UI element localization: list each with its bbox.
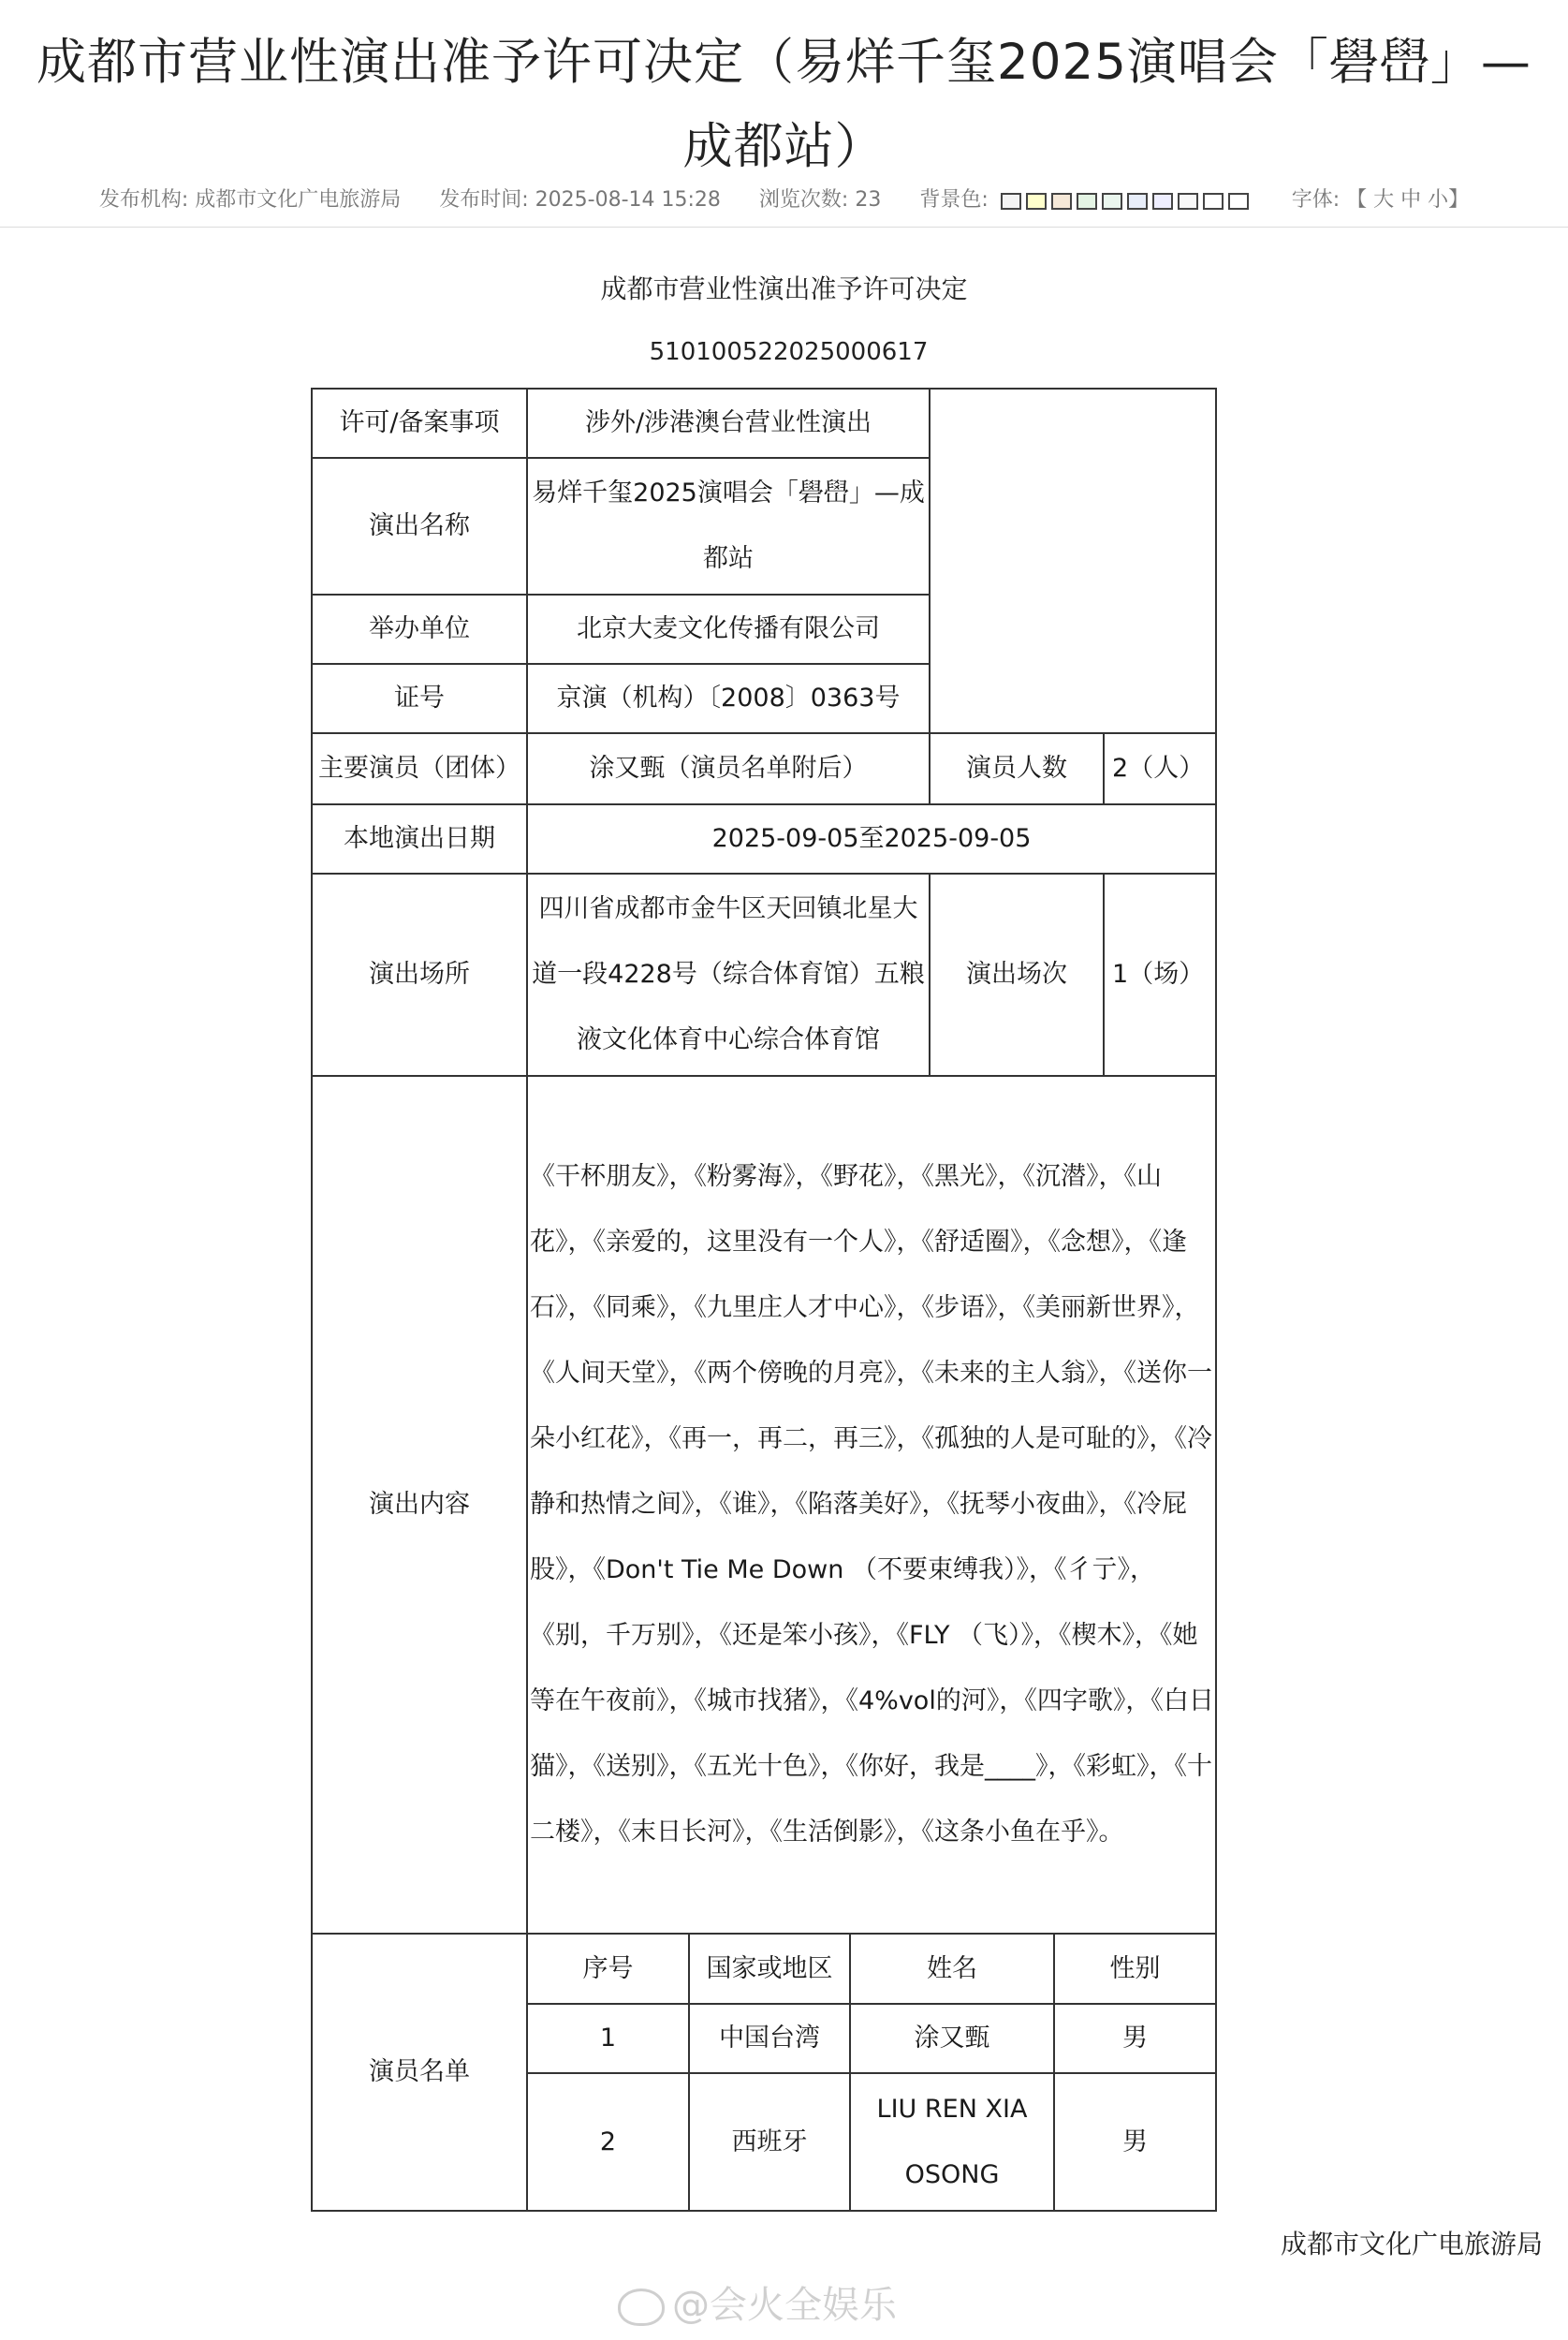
roster-name: 涂又甄 <box>850 2004 1054 2073</box>
title-line-2: 成都站） <box>682 118 886 175</box>
organizer-label: 举办单位 <box>312 595 527 664</box>
title-line-1: 成都市营业性演出准予许可决定（易烊千玺2025演唱会「礐嶨」— <box>37 34 1531 91</box>
publish-time: 发布时间: 2025-08-14 15:28 <box>439 188 721 212</box>
swatch-0[interactable] <box>1001 193 1021 210</box>
count-value: 2（人） <box>1104 733 1216 804</box>
roster-region: 西班牙 <box>689 2073 850 2210</box>
page-title <box>0 21 1568 189</box>
footer-org: 成都市文化广电旅游局 <box>1281 2229 1544 2259</box>
font-size-selector[interactable]: 【 大 中 小】 <box>1346 188 1470 212</box>
font-label: 字体: <box>1291 188 1341 212</box>
performer-value: 涂又甄（演员名单附后） <box>527 733 930 804</box>
document-heading: 成都市营业性演出准予许可决定 <box>600 273 968 304</box>
date-label: 本地演出日期 <box>312 804 527 874</box>
background-swatches <box>1001 189 1253 213</box>
table-row <box>528 2004 1215 2073</box>
swatch-9[interactable] <box>1228 193 1249 210</box>
watermark <box>618 2275 897 2329</box>
meta-bar <box>0 184 1568 213</box>
roster-table <box>528 1935 1215 2210</box>
license-value: 涉外/涉港澳台营业性演出 <box>527 389 930 458</box>
document-number: 510100522025000617 <box>649 338 929 366</box>
swatch-5[interactable] <box>1127 193 1148 210</box>
swatch-3[interactable] <box>1077 193 1097 210</box>
roster-cell <box>527 1934 1216 2211</box>
roster-name: LIU REN XIAOSONG <box>850 2073 1054 2210</box>
swatch-2[interactable] <box>1051 193 1072 210</box>
roster-no: 1 <box>528 2004 689 2073</box>
swatch-1[interactable] <box>1026 193 1047 210</box>
sessions-label: 演出场次 <box>930 874 1104 1076</box>
license-label: 许可/备案事项 <box>312 389 527 458</box>
table-row <box>528 2073 1215 2210</box>
swatch-6[interactable] <box>1152 193 1173 210</box>
show-name-label: 演出名称 <box>312 458 527 595</box>
roster-no: 2 <box>528 2073 689 2210</box>
roster-header-no: 序号 <box>528 1935 689 2004</box>
roster-header-region: 国家或地区 <box>689 1935 850 2004</box>
sessions-value: 1（场） <box>1104 874 1216 1076</box>
cert-label: 证号 <box>312 664 527 733</box>
performer-label: 主要演员（团体） <box>312 733 527 804</box>
view-count: 浏览次数: 23 <box>758 188 882 212</box>
swatch-8[interactable] <box>1203 193 1224 210</box>
roster-gender: 男 <box>1054 2004 1215 2073</box>
license-table <box>311 388 1217 2212</box>
divider <box>0 227 1568 228</box>
cert-value: 京演（机构）〔2008〕0363号 <box>527 664 930 733</box>
swatch-4[interactable] <box>1102 193 1122 210</box>
content-value: 《干杯朋友》，《粉雾海》，《野花》，《黑光》，《沉潜》，《山花》，《亲爱的，这里没有一个人》，《舒适圈》，《念想》，《逢石》，《同乘》，《九里庄人才中心》，《步语》，《美丽新世界》，《人间天堂》，《两个傍晚的月亮》，《未来的主人翁》，《送你一朵小红花》，《再一，再二，再三》，《孤独的人是可耻的》，《冷静和热情之间》，《谁》，《陷落美好》，《抚琴小夜曲》，《冷屁股》，《Don't Tie Me Down （不要束缚我）》，《彳亍》，《别，千万别》，《还是笨小孩》，《FLY （飞）》，《楔木》，《她等在午夜前》，《城市找猪》，《4%vol的河》，《四字歌》，《白日猫》，《送别》，《五光十色》，《你好，我是____》，《彩虹》，《十二楼》，《末日长河》，《生活倒影》，《这条小鱼在乎》。 <box>527 1076 1216 1934</box>
background-label: 背景色: <box>919 188 989 212</box>
roster-label: 演员名单 <box>312 1934 527 2211</box>
show-name-value: 易烊千玺2025演唱会「礐嶨」—成都站 <box>527 458 930 595</box>
roster-header-name: 姓名 <box>850 1935 1054 2004</box>
venue-label: 演出场所 <box>312 874 527 1076</box>
date-value: 2025-09-05至2025-09-05 <box>527 804 1216 874</box>
count-label: 演员人数 <box>930 733 1104 804</box>
weibo-logo-icon <box>618 2288 665 2326</box>
blank-cell <box>930 389 1216 733</box>
venue-value: 四川省成都市金牛区天回镇北星大道一段4228号（综合体育馆）五粮液文化体育中心综合体育馆 <box>527 874 930 1076</box>
swatch-7[interactable] <box>1178 193 1198 210</box>
roster-region: 中国台湾 <box>689 2004 850 2073</box>
publisher: 发布机构: 成都市文化广电旅游局 <box>98 188 402 212</box>
roster-header-gender: 性别 <box>1054 1935 1215 2004</box>
organizer-value: 北京大麦文化传播有限公司 <box>527 595 930 664</box>
watermark-text: @会火全娱乐 <box>672 2284 897 2327</box>
content-label: 演出内容 <box>312 1076 527 1934</box>
roster-gender: 男 <box>1054 2073 1215 2210</box>
